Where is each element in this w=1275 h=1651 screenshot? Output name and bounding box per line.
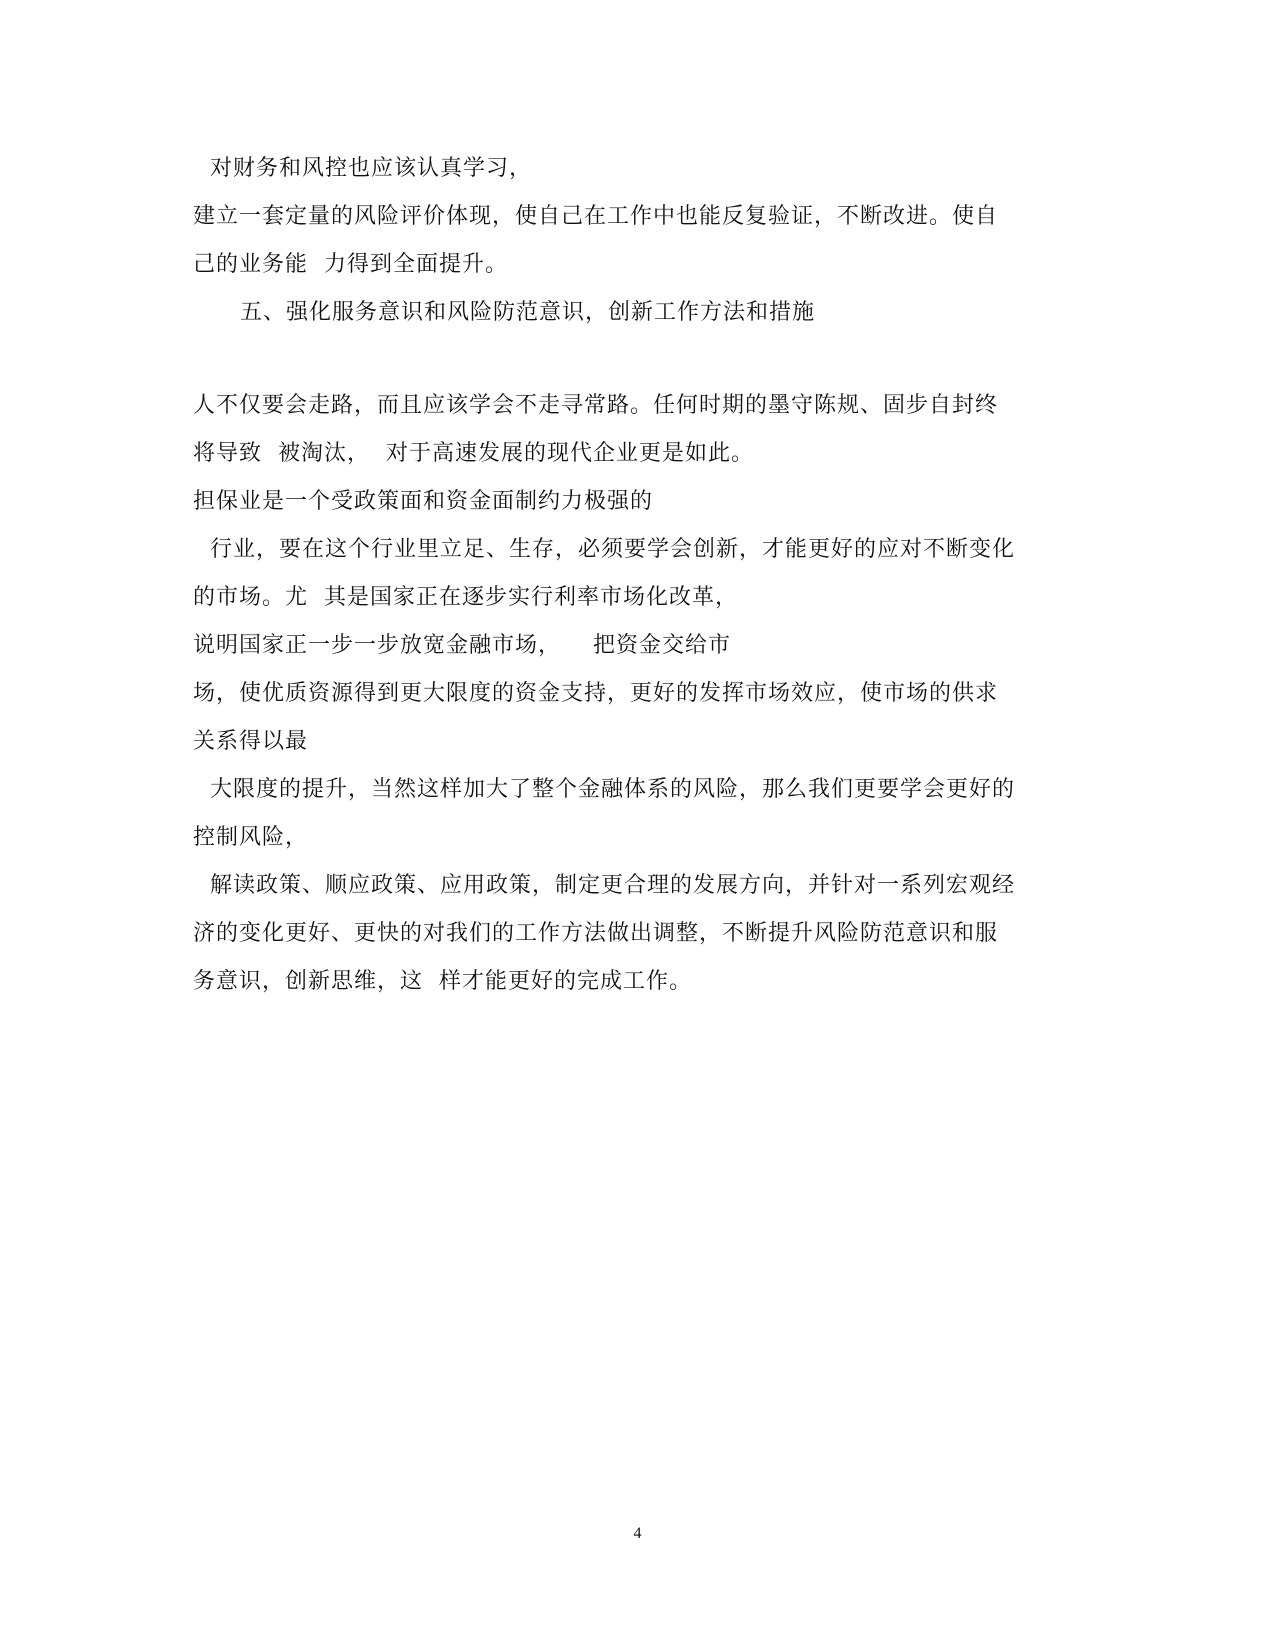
text-line-8: 行业，要在这个行业里立足、生存，必须要学会创新，才能更好的应对不断变化: [202, 537, 1015, 562]
text-line-3: 己的业务能 力得到全面提升。: [193, 252, 508, 277]
text-line-1: 对财务和风控也应该认真学习，: [202, 156, 532, 181]
text-line-13: 大限度的提升，当然这样加大了整个金融体系的风险，那么我们更要学会更好的: [202, 777, 1015, 802]
text-line-2: 建立一套定量的风险评价体现，使自己在工作中也能反复验证，不断改进。使自: [193, 204, 999, 229]
text-line-5: 人不仅要会走路，而且应该学会不走寻常路。任何时期的墨守陈规、固步自封终: [193, 393, 999, 418]
section-heading: 五、强化服务意识和风险防范意识，创新工作方法和措施: [240, 300, 816, 325]
text-line-14: 控制风险，: [193, 825, 309, 850]
text-line-15: 解读政策、顺应政策、应用政策，制定更合理的发展方向，并针对一系列宏观经: [202, 873, 1015, 898]
page-number: 4: [633, 1525, 642, 1542]
text-line-7: 担保业是一个受政策面和资金面制约力极强的: [193, 489, 654, 514]
text-line-11: 场，使优质资源得到更大限度的资金支持，更好的发挥市场效应，使市场的供求: [193, 681, 999, 706]
text-line-17: 务意识，创新思维，这 样才能更好的完成工作。: [193, 969, 692, 994]
text-line-9: 的市场。尤 其是国家正在逐步实行利率市场化改革，: [193, 585, 738, 610]
text-line-6: 将导致 被淘汰， 对于高速发展的现代企业更是如此。: [193, 441, 754, 466]
text-line-16: 济的变化更好、更快的对我们的工作方法做出调整，不断提升风险防范意识和服: [193, 921, 999, 946]
text-line-12: 关系得以最: [193, 729, 309, 754]
text-line-10: 说明国家正一步一步放宽金融市场， 把资金交给市: [193, 633, 731, 658]
